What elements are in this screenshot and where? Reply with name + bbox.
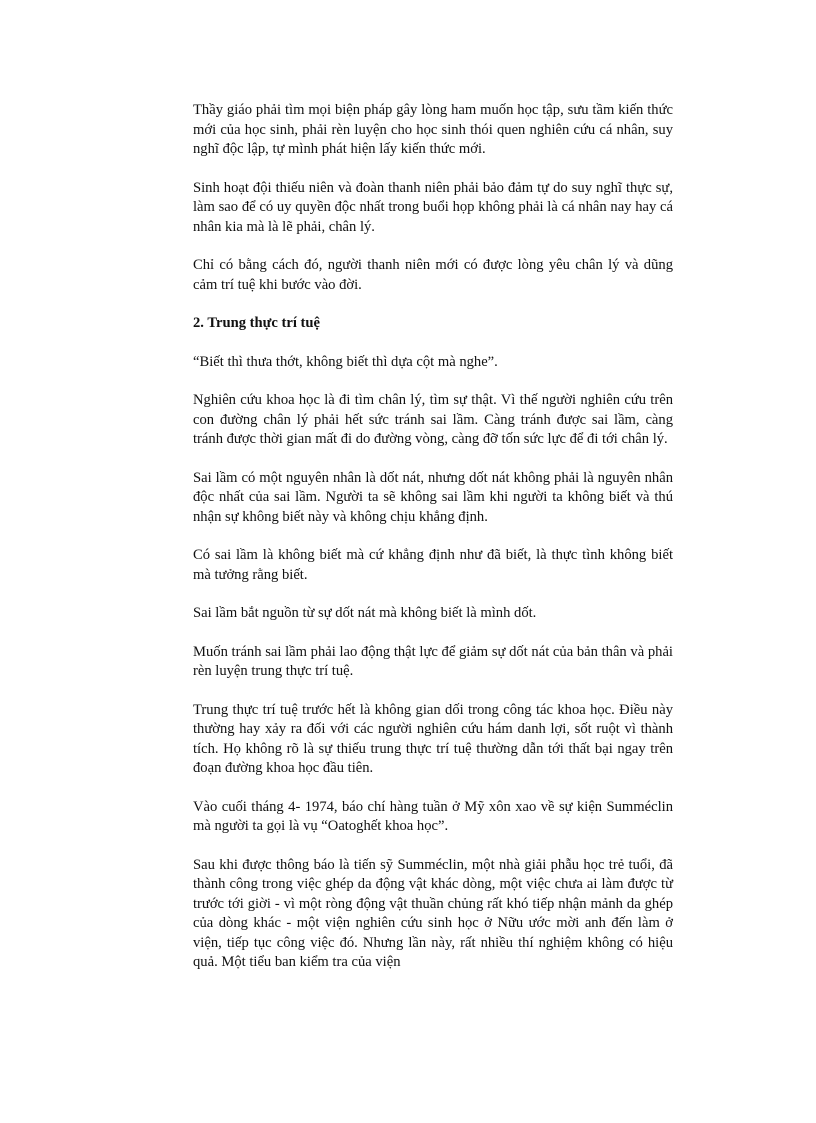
paragraph: Thầy giáo phải tìm mọi biện pháp gây lòng ham muốn học tập, sưu tầm kiến thức mới của học sinh, phải rèn luyện cho học sinh thói quen nghiên cứu cá nhân, suy nghĩ độc lập, tự mình phát hiện lấy kiến thức mới. bbox=[193, 102, 673, 157]
document-page bbox=[193, 101, 673, 992]
epigraph-quote: “Biết thì thưa thớt, không biết thì dựa cột mà nghe”. bbox=[193, 353, 498, 370]
paragraph: Nghiên cứu khoa học là đi tìm chân lý, tìm sự thật. Vì thế người nghiên cứu trên con đường chân lý phải hết sức tránh sai lầm. Càng tránh được sai lầm, càng tránh được thời gian mất đi do đường vòng, càng đỡ tốn sức lực để đi tới chân lý. bbox=[193, 392, 673, 447]
paragraph: Sai lầm bắt nguồn từ sự dốt nát mà không biết là mình dốt. bbox=[193, 605, 537, 621]
paragraph: Muốn tránh sai lầm phải lao động thật lực để giảm sự dốt nát của bản thân và phải rèn luyện trung thực trí tuệ. bbox=[193, 643, 673, 679]
paragraph: Sai lầm có một nguyên nhân là dốt nát, nhưng dốt nát không phải là nguyên nhân độc nhất của sai lầm. Người ta sẽ không sai lầm khi người ta không biết và thú nhận sự không biết này và không chịu khẳng định. bbox=[193, 469, 673, 525]
paragraph: Chỉ có bằng cách đó, người thanh niên mới có được lòng yêu chân lý và dũng cảm trí tuệ khi bước vào đời. bbox=[193, 257, 673, 293]
paragraph: Trung thực trí tuệ trước hết là không gian dối trong công tác khoa học. Điều này thường hay xảy ra đối với các người nghiên cứu hám danh lợi, sốt ruột vì thành tích. Họ không rõ là sự thiếu trung thực trí tuệ thường dẫn tới thất bại ngay trên đoạn đường khoa học đầu tiên. bbox=[193, 701, 673, 776]
section-heading: 2. Trung thực trí tuệ bbox=[193, 315, 320, 331]
paragraph: Sinh hoạt đội thiếu niên và đoàn thanh niên phải bảo đảm tự do suy nghĩ thực sự, làm sao để có uy quyền độc nhất trong buổi họp không phải là cá nhân nay hay cá nhân kia mà là lẽ phải, chân lý. bbox=[193, 179, 673, 235]
paragraph: Vào cuối tháng 4- 1974, báo chí hàng tuần ở Mỹ xôn xao về sự kiện Summéclin mà người ta gọi là vụ “Oatoghết khoa học”. bbox=[193, 798, 673, 834]
paragraph: Sau khi được thông báo là tiến sỹ Summéclin, một nhà giải phẫu học trẻ tuổi, đã thành công trong việc ghép da động vật khác dòng, một việc chưa ai làm được từ trước tới giời - vì một ròng động vật thuần chủng rất khó tiếp nhận mảnh da ghép của dòng khác - một viện nghiên cứu sinh học ở Nữu ước mời anh đến làm ở viện, tiếp tục công việc đó. Nhưng lần này, rất nhiều thí nghiệm không có hiệu quả. Một tiểu ban kiểm tra của viện bbox=[193, 856, 673, 970]
paragraph: Có sai lầm là không biết mà cứ khẳng định như đã biết, là thực tình không biết mà tưởng rằng biết. bbox=[193, 547, 673, 583]
